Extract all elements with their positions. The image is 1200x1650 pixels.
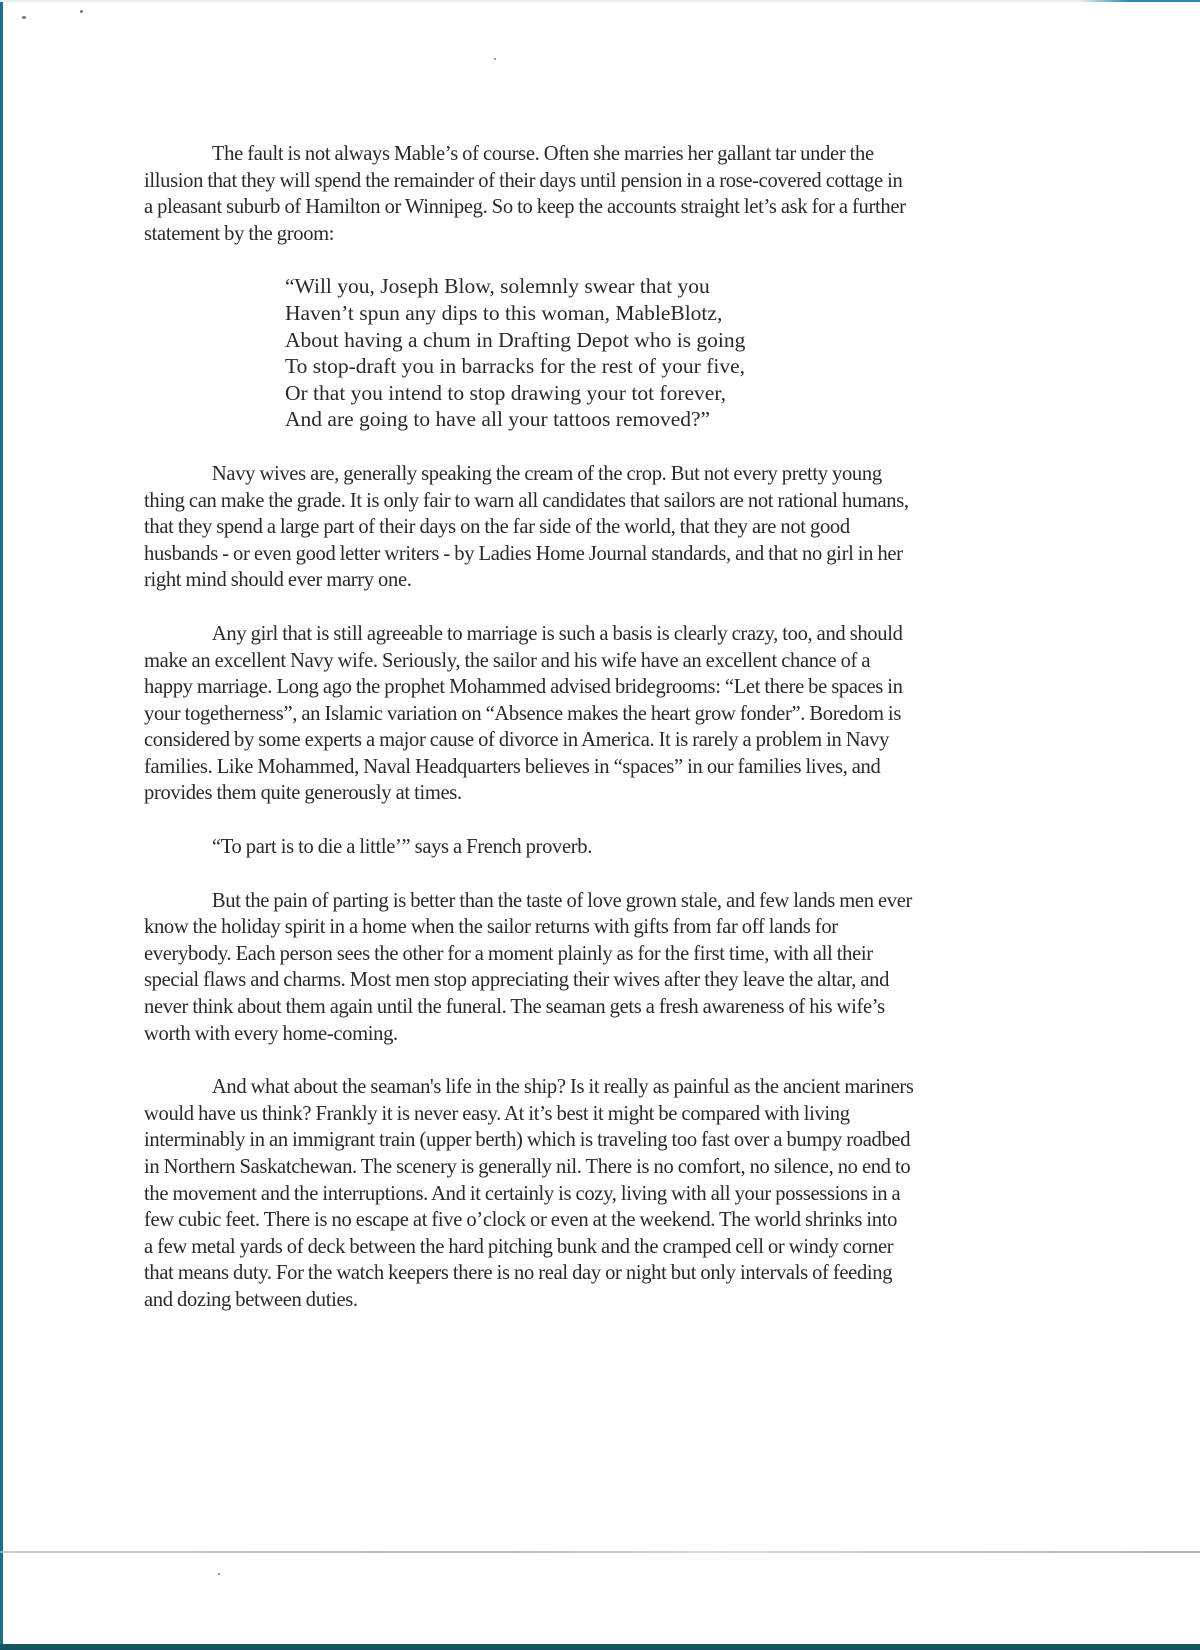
text-line: never think about them again until the funeral. The seaman gets a fresh awareness of his wife’s xyxy=(144,994,885,1019)
text-line: thing can make the grade. It is only fair to warn all candidates that sailors are not rational humans, xyxy=(144,487,909,512)
text-line: happy marriage. Long ago the prophet Mohammed advised bridegrooms: “Let there be spaces in xyxy=(144,674,903,699)
text-line: “To part is to die a little’” says a French proverb. xyxy=(211,834,593,859)
text-line: the movement and the interruptions. And it certainly is cozy, living with all your possessions in a xyxy=(144,1180,901,1205)
text-line: make an excellent Navy wife. Seriously, the sailor and his wife have an excellent chance of a xyxy=(144,647,871,672)
text-line: families. Like Mohammed, Naval Headquarters believes in “spaces” in our families lives, and xyxy=(144,753,881,778)
text-line: right mind should ever marry one. xyxy=(144,567,412,592)
text-line: interminably in an immigrant train (upper berth) which is traveling too fast over a bumpy roadbed xyxy=(144,1127,911,1152)
verse-line: And are going to have all your tattoos removed?” xyxy=(285,407,711,432)
paragraph-navy-wives xyxy=(144,460,1064,593)
text-line: The fault is not always Mable’s of course. Often she marries her gallant tar under the xyxy=(211,141,874,165)
verse-line: About having a chum in Drafting Depot who is going xyxy=(285,327,746,352)
text-line: your togetherness”, an Islamic variation on “Absence makes the heart grow fonder”. Boredom is xyxy=(144,700,901,725)
text-line: Navy wives are, generally speaking the cream of the crop. But not every pretty young xyxy=(211,460,882,485)
text-line: Any girl that is still agreeable to marriage is such a basis is clearly crazy, too, and should xyxy=(211,620,903,645)
text-line: worth with every home-coming. xyxy=(144,1020,398,1045)
scan-speck xyxy=(494,58,496,60)
text-line: considered by some experts a major cause of divorce in America. It is rarely a problem in Navy xyxy=(144,727,890,752)
text-line: that means duty. For the watch keepers there is no real day or night but only intervals of feeding xyxy=(144,1260,893,1285)
scan-edge-bottom xyxy=(0,1644,1200,1650)
scan-speck xyxy=(80,10,83,13)
text-line: provides them quite generously at times. xyxy=(144,780,462,805)
verse-line: Haven’t spun any dips to this woman, MableBlotz, xyxy=(285,300,723,325)
verse-line: To stop-draft you in barracks for the rest of your five, xyxy=(285,354,746,379)
text-line: illusion that they will spend the remainder of their days until pension in a rose-covered cottage in xyxy=(144,167,903,192)
text-line: would have us think? Frankly it is never easy. At it’s best it might be compared with living xyxy=(144,1100,850,1125)
paragraph-ship-life xyxy=(144,1073,1064,1312)
text-line: that they spend a large part of their days on the far side of the world, that they are not good xyxy=(144,514,850,539)
text-line: know the holiday spirit in a home when the sailor returns with gifts from far off lands for xyxy=(144,914,838,939)
verse-line: Or that you intend to stop drawing your tot forever, xyxy=(285,380,726,405)
text-line: special flaws and charms. Most men stop appreciating their wives after they leave the altar, and xyxy=(144,967,890,992)
verse-block xyxy=(285,273,1064,433)
scan-speck xyxy=(218,1573,220,1575)
paragraph-proverb xyxy=(144,833,1064,860)
text-line: everybody. Each person sees the other for a moment plainly as for the first time, with all their xyxy=(144,940,873,965)
text-line: a pleasant suburb of Hamilton or Winnipeg. So to keep the accounts straight let’s ask for a further xyxy=(144,194,906,219)
scan-speck xyxy=(22,16,26,19)
text-line: And what about the seaman's life in the ship? Is it really as painful as the ancient mariners xyxy=(211,1074,914,1099)
paragraph-any-girl xyxy=(144,620,1064,806)
text-line: few cubic feet. There is no escape at five o’clock or even at the weekend. The world shrinks into xyxy=(144,1207,898,1232)
text-line: husbands - or even good letter writers - by Ladies Home Journal standards, and that no girl in her xyxy=(144,540,903,565)
scan-edge-left xyxy=(0,0,3,1650)
paragraph-fault xyxy=(144,140,1064,246)
document-body xyxy=(144,140,1064,1340)
text-line: a few metal yards of deck between the hard pitching bunk and the cramped cell or windy corner xyxy=(144,1233,894,1258)
verse-line: “Will you, Joseph Blow, solemnly swear that you xyxy=(285,274,710,299)
text-line: But the pain of parting is better than the taste of love grown stale, and few lands men ever xyxy=(211,887,913,912)
text-line: and dozing between duties. xyxy=(144,1286,358,1311)
scan-edge-top xyxy=(0,0,1200,2)
scan-fold-line xyxy=(0,1551,1200,1553)
paragraph-parting xyxy=(144,887,1064,1047)
text-line: in Northern Saskatchewan. The scenery is generally nil. There is no comfort, no silence, no end to xyxy=(144,1154,911,1178)
text-line: statement by the groom: xyxy=(144,220,335,245)
